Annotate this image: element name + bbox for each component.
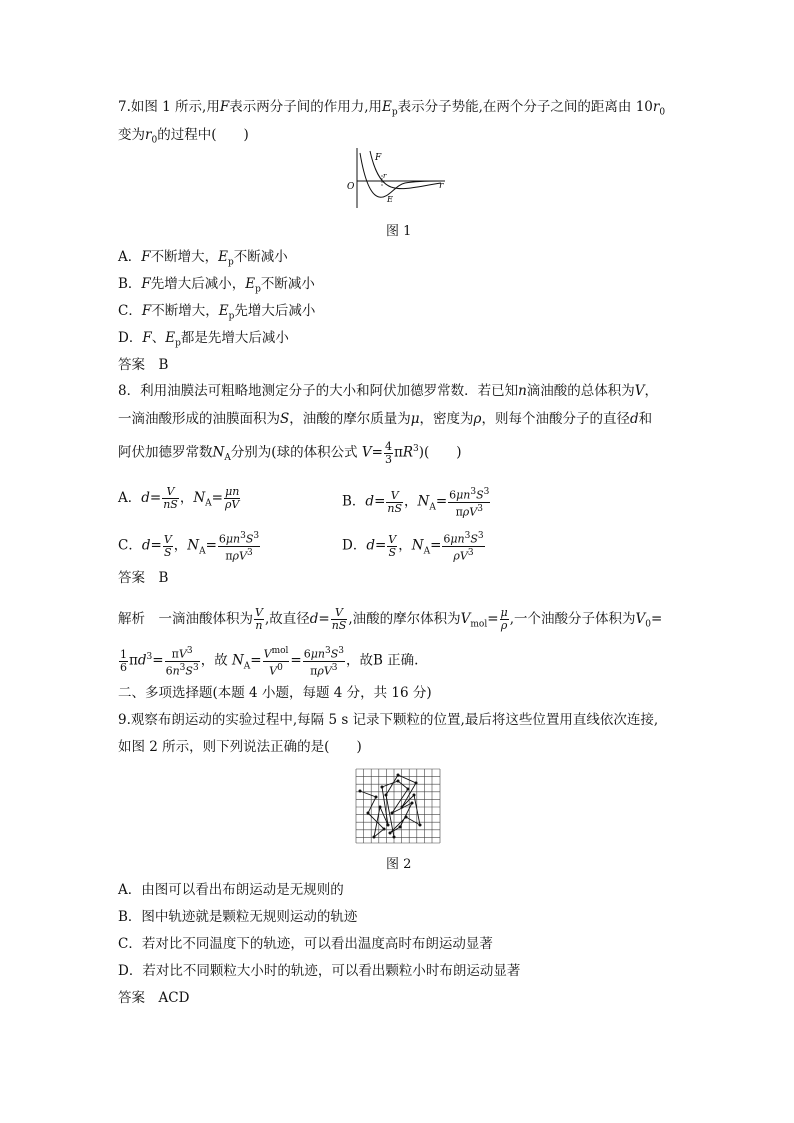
q9-option-a: A．由图可以看出布朗运动是无规则的: [118, 882, 344, 898]
figure-1-caption: 图 1: [386, 224, 412, 239]
q8-option-d: D．d= $\frac{V}{S}$ ，$N_A=$ $\frac{6\mu n^3S^3}{\rho V^3}$: [342, 531, 484, 563]
q9-answer: 答案 ACD: [118, 990, 190, 1006]
q9-option-d: D．若对比不同颗粒大小时的轨迹，可以看出颗粒小时布朗运动显著: [118, 963, 521, 979]
fig1-r0-label: r: [383, 172, 387, 180]
q7-answer: 答案 B: [118, 357, 169, 373]
q9-option-b: B．图中轨迹就是颗粒无规则运动的轨迹: [118, 909, 358, 925]
figure-2-brownian-grid: [354, 767, 442, 845]
q7-option-b: B．F先增大后减小，$E_p$不断减小: [118, 276, 315, 295]
q8-analysis-line1: 解析 一滴油酸体积为 $\frac{V}{n}$ ,故直径d= $\frac{V}{nS}$ ,油酸的摩尔体积为$V_{mol}=$ $\frac{\mu}{\rho}$ ,一个油酸分子体积为$V_0=$: [118, 606, 663, 632]
q7-stem-line1: 7.如图 1 所示,用F表示两分子间的作用力,用$E_p$表示分子势能,在两个分子之间的距离由 $10r_0$: [118, 99, 666, 118]
q8-option-c: C．d= $\frac{V}{S}$ ，$N_A=$ $\frac{6\mu n^3S^3}{\pi\rho V^3}$: [118, 531, 260, 563]
q9-stem-line2: 如图 2 所示，则下列说法正确的是( ): [118, 739, 362, 755]
q8-option-b: B．d= $\frac{V}{nS}$ ，$N_A=$ $\frac{6\mu n^3S^3}{\pi\rho V^3}$: [342, 487, 490, 519]
q7-stem-line2: 变为$r_0$的过程中( ): [118, 127, 249, 146]
q9-option-c: C．若对比不同温度下的轨迹，可以看出温度高时布朗运动显著: [118, 936, 493, 952]
fig1-F-label: F: [375, 153, 382, 163]
q7-option-d: D．F、$E_p$都是先增大后减小: [118, 330, 289, 349]
q8-answer: 答案 B: [118, 570, 169, 586]
q8-stem-line1: 8．利用油膜法可粗略地测定分子的大小和阿伏加德罗常数．若已知n滴油酸的总体积为V，: [118, 383, 659, 399]
q8-stem-line3: 阿伏加德罗常数$N_A$分别为(球的体积公式 V= $\frac{4}{3}$ $\pi R^3$)( ): [118, 439, 462, 466]
fig1-origin-label: O: [347, 182, 355, 192]
q7-option-a: A．F不断增大，$E_p$不断减小: [118, 249, 288, 268]
fig1-r-axis-label: r: [439, 181, 444, 191]
q8-option-a: A．d= $\frac{V}{nS}$ ，$N_A=$ $\frac{\mu n}{\rho V}$: [118, 485, 240, 511]
q8-stem-line2: 一滴油酸形成的油膜面积为S，油酸的摩尔质量为μ，密度为ρ，则每个油酸分子的直径d和: [118, 411, 653, 427]
fig1-Ep-label: E: [387, 195, 393, 204]
figure-2-caption: 图 2: [386, 857, 412, 872]
q7-option-c: C．F不断增大，$E_p$先增大后减小: [118, 303, 316, 322]
q8-analysis-line2: $\frac{1}{6}$ $\pi d^3=$ $\frac{\pi V^3}{6n^3S^3}$ ，故 $N_A=$ $\frac{V^{mol}}{V^0}$ = $\frac{6\mu n^3S^3}{\pi\rho V^3}$ ，故B 正确.: [120, 646, 419, 678]
figure-1-graph: [343, 145, 453, 211]
section-heading-multiple-choice: 二、多项选择题(本题 4 小题，每题 4 分，共 16 分): [118, 685, 432, 701]
q9-stem-line1: 9.观察布朗运动的实验过程中,每隔 5 s 记录下颗粒的位置,最后将这些位置用直线依次连接,: [118, 712, 659, 728]
